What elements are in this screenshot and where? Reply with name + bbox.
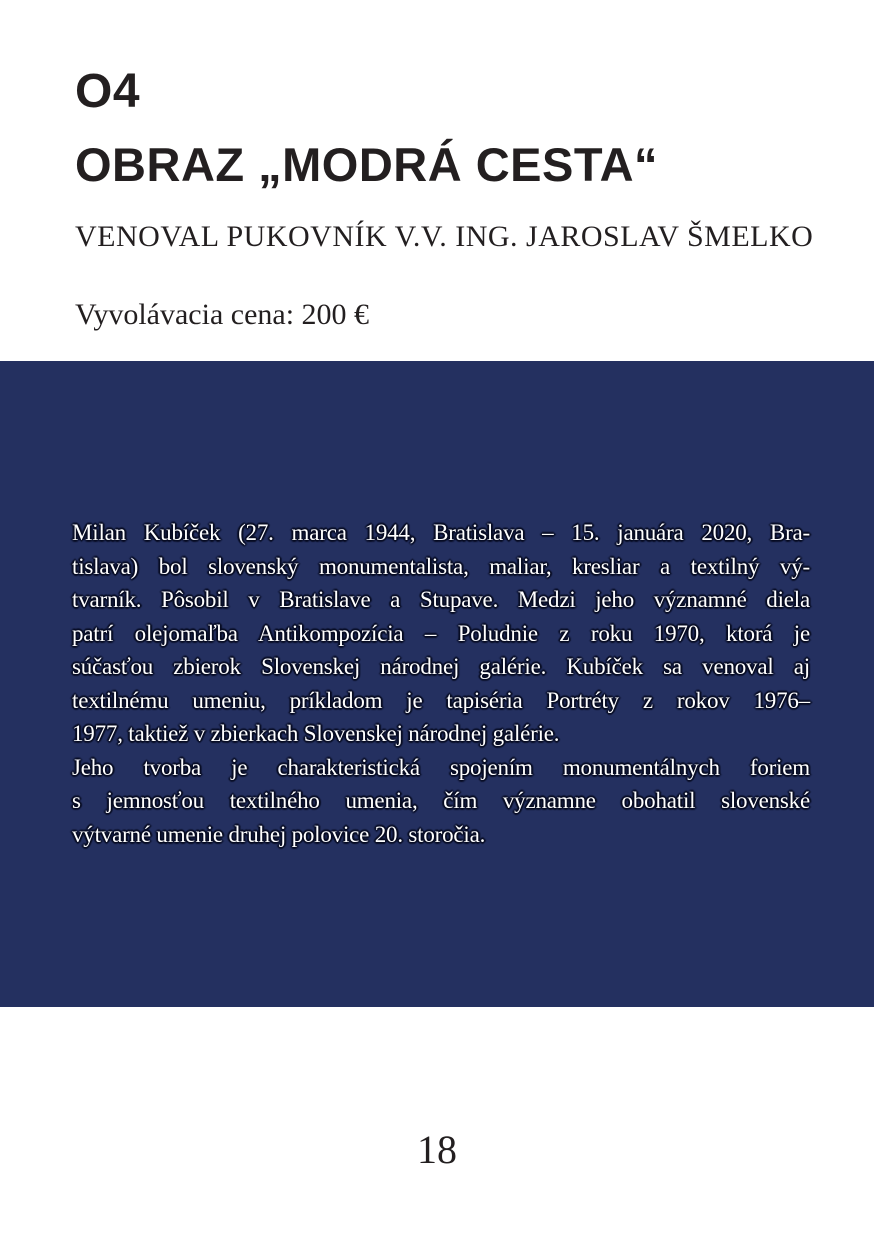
- bio-panel: [0, 361, 874, 1007]
- bio-line: textilnému umeniu, príkladom je tapiséria Portréty z rokov 1976–: [72, 687, 810, 713]
- bio-line: tvarník. Pôsobil v Bratislave a Stupave. Medzi jeho významné diela: [72, 587, 810, 612]
- lot-number: O4: [75, 65, 141, 118]
- starting-price: Vyvolávacia cena: 200 €: [75, 298, 370, 331]
- bio-line: súčasťou zbierok Slovenskej národnej galérie. Kubíček sa venoval aj: [72, 654, 810, 679]
- bio-line: výtvarné umenie druhej polovice 20. storočia.: [72, 821, 486, 847]
- bio-line: Jeho tvorba je charakteristická spojením monumentálnych foriem: [72, 754, 810, 780]
- lot-title: OBRAZ „MODRÁ CESTA“: [75, 138, 659, 191]
- page-number: 18: [417, 1127, 457, 1172]
- bio-line: patrí olejomaľba Antikompozícia – Poludnie z roku 1970, ktorá je: [72, 620, 810, 646]
- donor-line: VENOVAL PUKOVNÍK V.V. ING. JAROSLAV ŠMELKO: [75, 220, 814, 253]
- bio-line: tislava) bol slovenský monumentalista, maliar, kresliar a textilný vý-: [72, 553, 810, 579]
- bio-line: s jemnosťou textilného umenia, čím významne obohatil slovenské: [72, 788, 810, 813]
- bio-line: 1977, taktiež v zbierkach Slovenskej národnej galérie.: [72, 721, 560, 746]
- bio-line: Milan Kubíček (27. marca 1944, Bratislava – 15. januára 2020, Bra-: [72, 520, 810, 545]
- bio-text: [72, 516, 810, 851]
